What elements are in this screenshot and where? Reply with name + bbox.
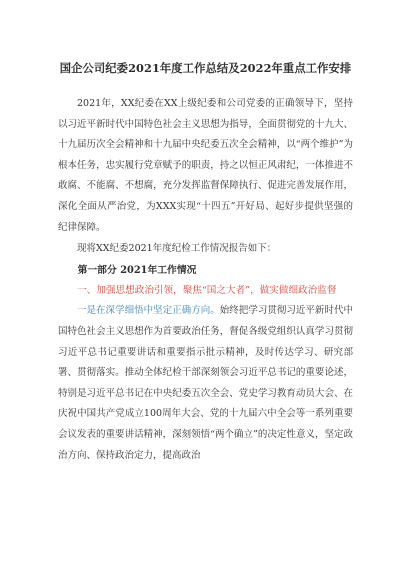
document-title: 国企公司纪委2021年度工作总结及2022年重点工作安排 xyxy=(59,61,352,75)
subsection-body: 始终把学习贯彻习近平新时代中国特色社会主义思想作为首要政治任务，督促各级党组织认真学习贯彻习近平总书记重要讲话和重要指示批示精神，及时传达学习、研究部署、贯彻落实。推动全体纪检干部深刻领会习近平总书记的重要论述，特别是习近平总书记在中央纪委五次全会、党史学习教育动员大会、在庆祝中国共产党成立100周年大会、党的十九届六中全会等一系列重要会议发表的重要讲话精神，深刻领悟“两个确立”的决定性意义，坚定政治方向、保持政治定力，提高政治 xyxy=(58,305,353,461)
section-heading: 一、加强思想政治引领，聚焦“国之大者”，做实做细政治监督 xyxy=(77,284,337,296)
part-heading: 第一部分 2021年工作情况 xyxy=(77,264,197,276)
intro-paragraph: 2021年，XX纪委在XX上级纪委和公司党委的正确领导下，坚持以习近平新时代中国特色社会主义思想为指导，全面贯彻党的十九大、十九届历次全会精神和十九届中央纪委五次全会精神，以“两个维护”为根本任务，忠实履行党章赋予的职责，持之以恒正风肃纪，一体推进不敢腐、不能腐、不想腐，充分发挥监督保障执行、促进完善发展作用，深化全面从严治党，为XXX实现“十四五”开好局、起好步提供坚强的纪律保障。 xyxy=(58,98,353,233)
subsection-label: 一是在深学细悟中坚定正确方向。 xyxy=(77,305,220,317)
subsection-paragraph xyxy=(58,301,353,466)
report-intro-line: 现将XX纪委2021年度纪检工作情况报告如下： xyxy=(77,243,277,255)
